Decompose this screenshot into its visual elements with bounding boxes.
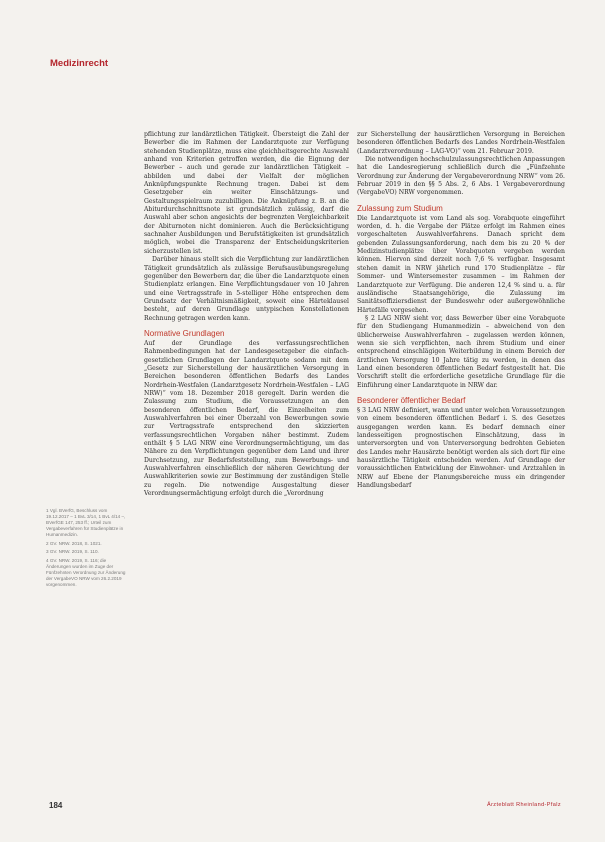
- journal-name: Ärzteblatt Rheinland-Pfalz: [487, 802, 561, 808]
- paragraph: Die notwendigen hochschulzulassungsrechtlichen Anpassungen hat die Landesregierung schließlich durch die „Fünfzehnte Verordnung zur Änderung der Vergabeverordnung NRW“ vom 26. Februar 2019 in den §§ 5 Abs. 2, 6 Abs. 1 Vergabeverordnung (VergabeVO) NRW vorgenommen.: [357, 156, 565, 197]
- paragraph: zur Sicherstellung der hausärztlichen Versorgung in Bereichen besonderen öffentlichen Bedarfs des Landes Nordrhein-Westfalen (Landarztverordnung – LAG-VO)“ vom 21. Februar 2019.: [357, 131, 565, 155]
- sidenote: 2 GV. NRW. 2018, S. 1021.: [46, 540, 102, 546]
- page-number: 184: [49, 801, 63, 810]
- text-column-right: [357, 131, 565, 490]
- section-heading: Normative Grundlagen: [144, 328, 225, 338]
- paragraph: § 2 LAG NRW sieht vor, dass Bewerber über eine Vorabquote für den Studiengang Humanmedizin – abweichend von den üblicherweise Auswahlverfahren – zugelassen werden können, wenn sie sich verpflichten, nach ihrem Studium und einer entsprechend einschlägigen Weiterbildung in einem Bereich der ärztlichen Versorgung 10 Jahre tätig zu werden, in denen das Land einen besonderen öffentlichen Bedarf festgestellt hat. Die Vorschrift stellt die erforderliche gesetzliche Grundlage für die Einführung einer Landarztquote in NRW dar.: [357, 314, 565, 389]
- sidenotes: [46, 508, 130, 591]
- sidenote: 4 GV. NRW. 2019, S. 116; die Änderungen wurden im Zuge der Fünfzehnten Verordnung zur Änderung der VergabeVO NRW vom 26.2.2019 vorgenommen.: [46, 558, 126, 587]
- sidenote: 1 Vgl. BVerfG, Beschluss vom 19.12.2017 – 1 BvL 3/14, 1 BvL 4/14 –, BVerfGE 147, 253 ff.; Urteil zum Vergabeverfahren für Studienplätze in Humanmedizin.: [46, 508, 126, 537]
- paragraph: Die Landarztquote ist vom Land als sog. Vorabquote eingeführt worden, d. h. die Vergabe der Plätze erfolgt im Rahmen eines vorgeschalteten Auswahlverfahrens. Danach spricht dem gebenden Zulassungsanforderung, nach dem bis zu 20 % der Medizinstudienplätze über Vorabquoten vergeben werden können. Hiervon sind derzeit noch 7,6 % verfügbar. Insgesamt stehen damit in NRW jährlich rund 170 Studienplätze – für Sommer- und Wintersemester zusammen – im Rahmen der Landarztquote zur Verfügung. Die anderen 12,4 % sind u. a. für ausländische Staatsangehörige, die Zulassung im Sanitätsoffiziersdienst der Bundeswehr oder außergewöhnliche Härtefälle vorgesehen.: [357, 214, 565, 314]
- text-column-left: [144, 131, 349, 498]
- paragraph: Darüber hinaus stellt sich die Verpflichtung zur landärztlichen Tätigkeit grundsätzlich als zulässige Berufsausübungsregelung gegenüber den Bewerbern dar, die über die Landarztquote einen Studienplatz erlangen. Eine Verpflichtungsdauer von 10 Jahren und eine Vertragsstrafe in 5-stelliger Höhe entsprechen dem Grundsatz der Verhältnismäßigkeit, soweit eine Härteklausel besteht, auf deren Grundlage untypischen Konstellationen Rechnung getragen werden kann.: [144, 256, 349, 322]
- section-rubric: Medizinrecht: [50, 58, 109, 69]
- paragraph: pflichtung zur landärztlichen Tätigkeit. Übersteigt die Zahl der Bewerber die im Rahmen der Landarztquote zur Verfügung stehenden Studienplätze, muss eine gleichheitsgerechte Auswahl anhand von Kriterien getroffen werden, die die Eignung der Bewerber – auch und gerade zur landärztlichen Tätigkeit – abbilden und dabei der Vielfalt der möglichen Anknüpfungspunkte Rechnung tragen. Dabei ist dem Gesetzgeber ein weiter Einschätzungs- und Gestaltungsspielraum zuzubilligen. Die Anknüpfung z. B. an die Abiturdurchschnittsnote ist grundsätzlich zulässig, darf die Auswahl aber schon angesichts der begrenzten Vergleichbarkeit der Abiturnoten nicht dominieren. Auch die Berücksichtigung sachnaher Ausbildungen und Berufstätigkeiten ist grundsätzlich möglich, wobei die Transparenz der Entscheidungskriterien sicherzustellen ist.: [144, 131, 349, 255]
- sidenote: 3 GV. NRW. 2019, S. 110.: [46, 549, 99, 555]
- paragraph: Auf der Grundlage des verfassungsrechtlichen Rahmenbedingungen hat der Landesgesetzgeber die einfach-gesetzlichen Grundlagen der Landarztquote sodann mit dem „Gesetz zur Sicherstellung der hausärztlichen Versorgung in Bereichen besonderen öffentlichen Bedarfs des Landes Nordrhein-Westfalen (Landarztgesetz Nordrhein-Westfalen – LAG NRW)“ vom 18. Dezember 2018 geregelt. Darin werden die Zulassung zum Studium, die Voraussetzungen an den besonderen öffentlichen Bedarf, die Einzelheiten zum Auswahlverfahren bei einer Überzahl von Bewerbungen sowie zur Vertragsstrafe entsprechend den skizzierten verfassungsrechtlichen Vorgaben näher bestimmt. Zudem enthält § 5 LAG NRW eine Verordnungsermächtigung, um das Nähere zu den Verpflichtungen gegenüber dem Land und ihrer Durchsetzung, zur Bedarfsfeststellung, zum Bewerbungs- und Auswahlverfahren einschließlich der näheren Gewichtung der Auswahlkriterien sowie zur Bestimmung der zuständigen Stelle zu regeln. Die notwendige Ausgestaltung dieser Verordnungsermächtigung erfolgt durch die „Verordnung: [144, 339, 349, 498]
- paragraph: § 3 LAG NRW definiert, wann und unter welchen Voraussetzungen von einem besonderen öffentlichen Bedarf i. S. des Gesetzes ausgegangen werden kann. Es bedarf demnach einer landesseitigen prognostischen Einschätzung, dass in unterversorgten und von Unterversorgung bedrohten Gebieten des Landes mehr Hausärzte benötigt werden als sich dort für eine hausärztliche Tätigkeit entscheiden werden. Auf Grundlage der voraussichtlichen Entwicklung der Einwohner- und Arztzahlen in NRW auf Ebene der Planungsbereiche muss ein dringender Handlungsbedarf: [357, 406, 565, 490]
- section-heading: Besonderer öffentlicher Bedarf: [357, 395, 466, 405]
- section-heading: Zulassung zum Studium: [357, 203, 443, 213]
